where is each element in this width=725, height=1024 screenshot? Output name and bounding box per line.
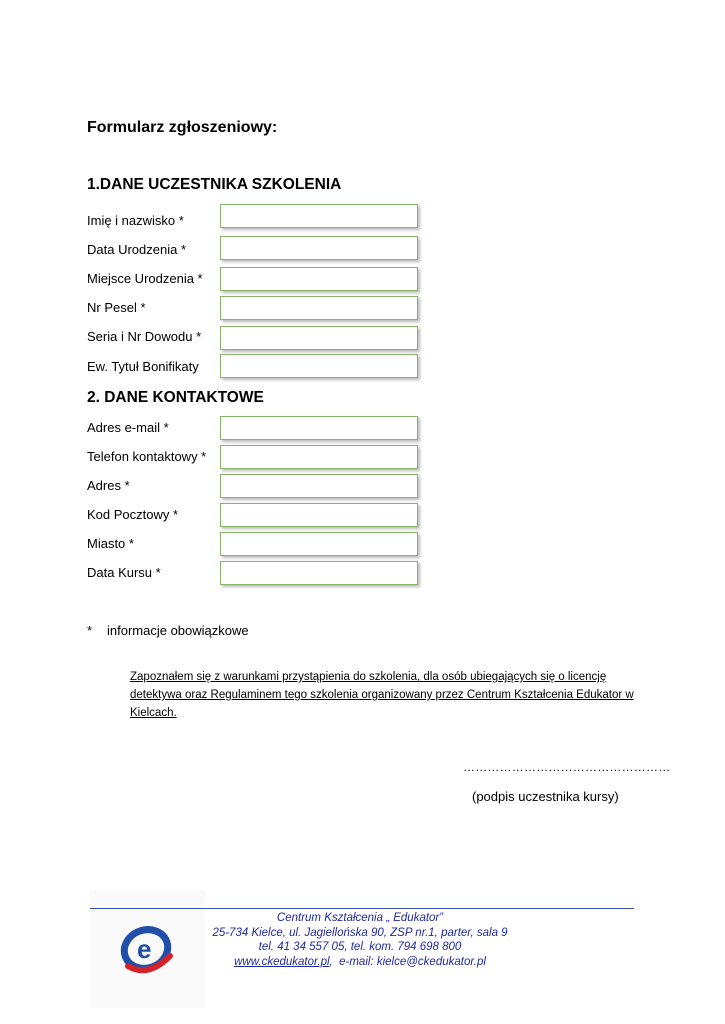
id-card-field[interactable] bbox=[220, 326, 418, 350]
edukator-e-logo-icon bbox=[118, 922, 174, 978]
required-note bbox=[87, 623, 249, 638]
footer-links bbox=[200, 955, 520, 970]
signature-caption: (podpis uczestnika kursy) bbox=[472, 789, 619, 804]
address-field[interactable] bbox=[220, 474, 418, 498]
pesel-label: Nr Pesel * bbox=[87, 300, 146, 315]
full-name-field[interactable] bbox=[220, 204, 418, 228]
address-label: Adres * bbox=[87, 478, 130, 493]
birth-date-field[interactable] bbox=[220, 236, 418, 260]
footer-org-name: Centrum Kształcenia „ Edukator” bbox=[276, 912, 444, 924]
email-field[interactable] bbox=[220, 416, 418, 440]
website-link[interactable]: www.ckedukator.pl bbox=[234, 955, 330, 968]
full-name-label: Imię i nazwisko * bbox=[87, 213, 184, 228]
phone-label: Telefon kontaktowy * bbox=[87, 449, 207, 464]
postal-code-field[interactable] bbox=[220, 503, 418, 527]
footer-contact bbox=[200, 911, 520, 969]
phone-field[interactable] bbox=[220, 445, 418, 469]
course-date-label: Data Kursu * bbox=[87, 565, 161, 580]
email-link[interactable]: kielce@ckedukator.pl bbox=[376, 955, 486, 968]
footer-separator: , e-mail: bbox=[329, 955, 377, 968]
id-card-label: Seria i Nr Dowodu * bbox=[87, 329, 202, 344]
discount-title-label: Ew. Tytuł Bonifikaty bbox=[87, 359, 199, 374]
required-note-text: informacje obowiązkowe bbox=[107, 623, 249, 638]
birth-date-label: Data Urodzenia * bbox=[87, 242, 186, 257]
consent-statement: Zapoznałem się z warunkami przystąpienia do szkolenia, dla osób ubiegających się o licencję detektywa oraz Regulaminem tego szkolenia organizowany przez Centrum Kształcenia Edukator w Kielcach. bbox=[130, 671, 634, 719]
footer-divider bbox=[90, 908, 634, 909]
pesel-field[interactable] bbox=[220, 296, 418, 320]
course-date-field[interactable] bbox=[220, 561, 418, 585]
svg-text:e: e bbox=[137, 934, 152, 964]
birth-place-label: Miejsce Urodzenia * bbox=[87, 271, 203, 286]
form-title: Formularz zgłoszeniowy: bbox=[87, 119, 278, 136]
postal-code-label: Kod Pocztowy * bbox=[87, 507, 179, 522]
section-contact-title: 2. DANE KONTAKTOWE bbox=[87, 389, 264, 406]
footer-address: 25-734 Kielce, ul. Jagiellońska 90, ZSP nr.1, parter, sala 9 bbox=[212, 926, 508, 939]
section-participant-title: 1.DANE UCZESTNIKA SZKOLENIA bbox=[87, 176, 342, 193]
discount-title-field[interactable] bbox=[220, 354, 418, 378]
email-label: Adres e-mail * bbox=[87, 420, 169, 435]
required-asterisk: * bbox=[87, 623, 93, 638]
birth-place-field[interactable] bbox=[220, 267, 418, 291]
footer-phones: tel. 41 34 557 05, tel. kom. 794 698 800 bbox=[258, 941, 462, 953]
signature-line: …………………………………………… bbox=[463, 760, 671, 774]
city-label: Miasto * bbox=[87, 536, 134, 551]
city-field[interactable] bbox=[220, 532, 418, 556]
